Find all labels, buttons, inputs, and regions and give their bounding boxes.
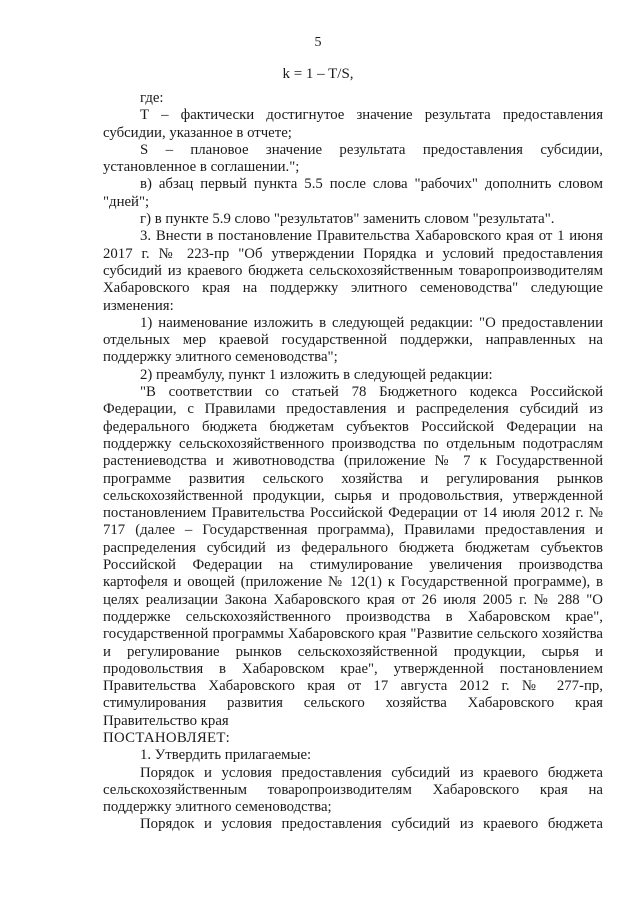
paragraph-approve: 1. Утвердить прилагаемые: bbox=[140, 747, 312, 764]
page-number: 5 bbox=[314, 35, 322, 50]
formula: k = 1 – T/S, bbox=[282, 66, 354, 82]
paragraph-where: где: bbox=[140, 90, 164, 106]
paragraph-s-definition: S – плановое значение результата предоставления субсидии, установленное в соглашении."; bbox=[103, 141, 603, 176]
paragraph-item-2: 2) преамбулу, пункт 1 изложить в следующей редакции: bbox=[140, 366, 493, 383]
paragraph-section-3: 3. Внести в постановление Правительства Хабаровского края от 1 июня 2017 г. № 223-пр "Об утверждении Порядка и условий предоставления субсидий из краевого бюджета сельскохозяйственным товаропроизводителям Хабаровского края на поддержку элитного семеноводства" следующие изменения: bbox=[103, 228, 603, 314]
paragraph-preamble: "В соответствии со статьей 78 Бюджетного кодекса Российской Федерации, с Правилами предоставления и распределения субсидий из федерального бюджета бюджетам субъектов Российской Федерации на поддержку сельскохозяйственного производства по отдельным подотраслям растениеводства и животноводства (приложение № 7 к Государственной программе развития сельского хозяйства и регулирования рынков сельскохозяйственной продукции, сырья и продовольствия, утвержденной постановлением Правительства Российской Федерации от 14 июля 2012 г. № 717 (далее – Государственная программа), Правилами предоставления и распределения субсидий из федерального бюджета бюджетам субъектов Российской Федерации на стимулирование увеличения производства картофеля и овощей (приложение № 12(1) к Государственной программе), в целях реализации Закона Хабаровского края от 26 июля 2005 г. № 288 "О поддержке сельскохозяйственного производства в Хабаровском крае", государственной программы Хабаровского края "Развитие сельского хозяйства и регулирование рынков сельскохозяйственной продукции, сырья и продовольствия в Хабаровском крае", утвержденной постановлением Правительства Хабаровского края от 17 августа 2012 г. № 277-пр, стимулирования развития сельского хозяйства Хабаровского края Правительство края bbox=[103, 384, 603, 729]
paragraph-item-g: г) в пункте 5.9 слово "результатов" заменить словом "результата". bbox=[140, 211, 555, 228]
paragraph-decree-heading: ПОСТАНОВЛЯЕТ: bbox=[103, 729, 231, 746]
paragraph-item-1: 1) наименование изложить в следующей редакции: "О предоставлении отдельных мер краевой государственной поддержки, направленных на поддержку элитного семеноводства"; bbox=[103, 314, 603, 366]
paragraph-order-2: Порядок и условия предоставления субсидий из краевого бюджета bbox=[140, 816, 603, 833]
document-body bbox=[103, 88, 603, 834]
paragraph-item-v: в) абзац первый пункта 5.5 после слова "рабочих" дополнить словом "дней"; bbox=[103, 176, 603, 210]
paragraph-t-definition: Т – фактически достигнутое значение результата предоставления субсидии, указанное в отчете; bbox=[103, 107, 603, 141]
paragraph-order-1: Порядок и условия предоставления субсидий из краевого бюджета сельскохозяйственным товаропроизводителям Хабаровского края на поддержку элитного семеноводства; bbox=[103, 764, 603, 816]
